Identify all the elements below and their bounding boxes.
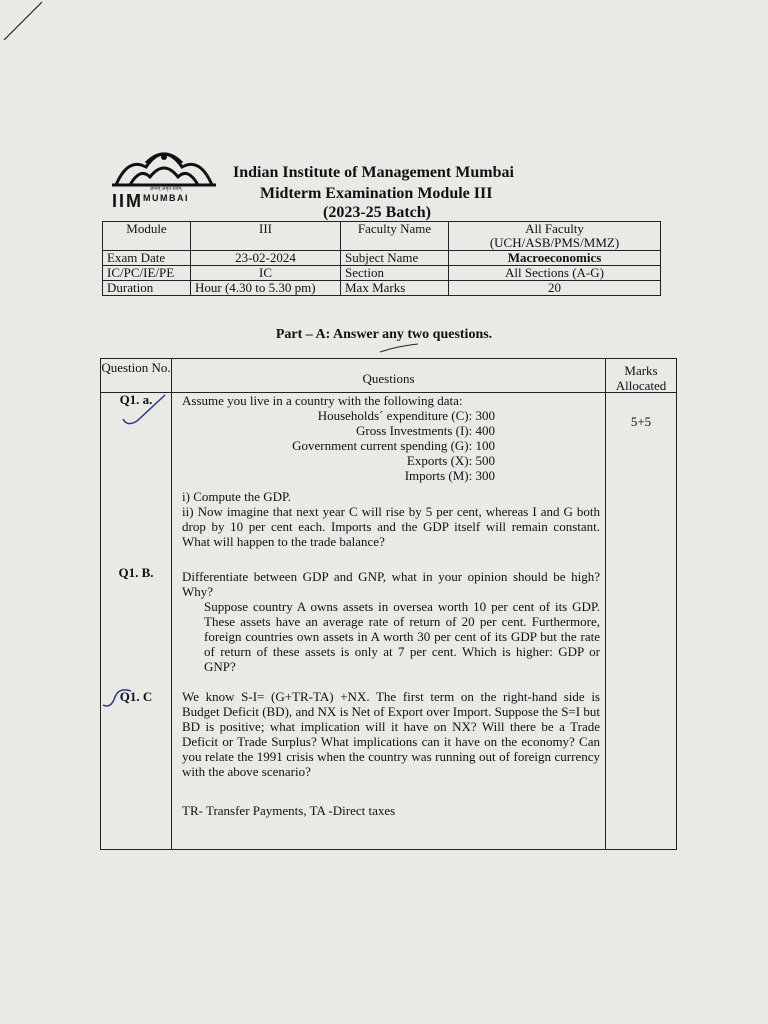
table-row <box>103 251 661 266</box>
table-row <box>103 266 661 281</box>
table-cell: Section <box>341 266 449 281</box>
table-cell: IC/PC/IE/PE <box>103 266 191 281</box>
logo-motto: ज्ञानम् अमृतं सर्वम् <box>150 187 182 192</box>
q1c-number: Q1. C <box>119 689 153 704</box>
q1a-marks: 5+5 <box>630 414 652 429</box>
table-cell: Macroeconomics <box>449 251 661 266</box>
part-a-heading: Part – A: Answer any two questions. <box>275 327 493 342</box>
exam-meta-table <box>102 221 661 296</box>
table-cell: Subject Name <box>341 251 449 266</box>
table-cell: Duration <box>103 281 191 296</box>
pen-underline <box>378 342 422 356</box>
table-cell: 23-02-2024 <box>191 251 341 266</box>
q1a-text: Assume you live in a country with the following data: Households´ expenditure (C): 300 Gross Investments (I): 400 Government current spending (G): 100 Exports (X): 500 Imports (M): 300 i) Compute the GDP. ii) Now imagine that next year C will rise by 5 per cent, whereas I and G both drop by 10 per cent each. Imports and the GDP itself will remain constant. What will happen to the trade balance? <box>182 393 600 549</box>
table-cell: Module <box>103 222 191 251</box>
q1c-text: We know S-I= (G+TR-TA) +NX. The first term on the right-hand side is Budget Deficit (BD), and NX is Net of Export over Import. Suppose the S=I but BD is positive; what implication will it have on NX? Will there be a Trade Deficit or Trade Surplus? What implications can it have on the economy? Can you relate the 1991 crisis when the country was running out of foreign currency with the above scenario? TR- Transfer Payments, TA -Direct taxes <box>182 689 600 818</box>
institute-name: Indian Institute of Management Mumbai <box>233 164 514 181</box>
table-cell: Exam Date <box>103 251 191 266</box>
header-question-no: Question No. <box>101 360 171 375</box>
table-cell: Max Marks <box>341 281 449 296</box>
questions-table <box>100 358 677 850</box>
table-cell: Hour (4.30 to 5.30 pm) <box>191 281 341 296</box>
table-cell: All Sections (A-G) <box>449 266 661 281</box>
table-cell: 20 <box>449 281 661 296</box>
pen-tick-icon <box>119 393 169 429</box>
q1a-number: Q1. a. <box>119 392 153 407</box>
pen-stroke <box>0 0 50 50</box>
exam-title: Midterm Examination Module III <box>260 185 493 202</box>
table-cell: III <box>191 222 341 251</box>
batch-label: (2023-25 Batch) <box>323 204 431 221</box>
table-cell: All Faculty (UCH/ASB/PMS/MMZ) <box>449 222 661 251</box>
header-questions: Questions <box>362 371 415 386</box>
logo-wordmark: $IIM^{MUMBAI}$ <box>112 191 189 211</box>
q1b-number: Q1. B. <box>118 565 154 580</box>
table-cell: Faculty Name <box>341 222 449 251</box>
header-marks: Marks Allocated <box>615 363 667 393</box>
table-row <box>103 281 661 296</box>
q1b-text: Differentiate between GDP and GNP, what in your opinion should be high? Why? Suppose country A owns assets in oversea worth 10 per cent of its GDP. These assets have an average rate of return of 20 per cent. Furthermore, foreign countries own assets in A worth 30 per cent of its GDP but the rate of return of these assets is only at 7 per cent. Which is higher: GDP or GNP? <box>182 569 600 674</box>
table-row <box>103 222 661 251</box>
pen-mark-icon <box>101 685 145 711</box>
table-cell: IC <box>191 266 341 281</box>
